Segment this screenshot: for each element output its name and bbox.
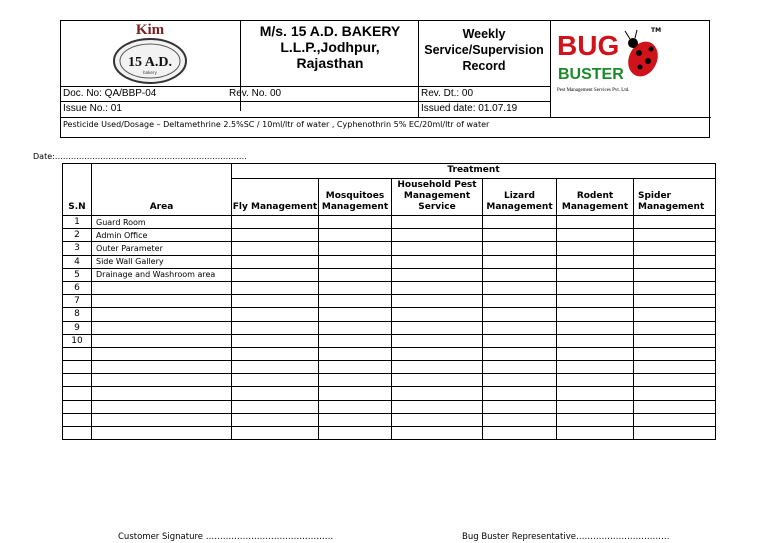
company-title: M/s. 15 A.D. BAKERY L.L.P.,Jodhpur, Rajasthan — [259, 23, 401, 71]
table-row — [63, 427, 716, 440]
treatment-cell[interactable] — [392, 413, 483, 426]
table-row — [63, 334, 716, 347]
row-area: Side Wall Gallery — [92, 255, 232, 268]
treatment-cell[interactable] — [232, 268, 319, 281]
treatment-cell[interactable] — [557, 308, 634, 321]
treatment-cell[interactable] — [483, 400, 557, 413]
treatment-cell[interactable] — [483, 216, 557, 229]
date-field[interactable]: Date:……………………………………………………………… — [33, 152, 247, 161]
treatment-header: Treatment — [232, 164, 716, 179]
column-header-lizard: Lizard Management — [483, 179, 557, 216]
row-area — [92, 400, 232, 413]
row-area: Guard Room — [92, 216, 232, 229]
bakery-logo-sub: bakery — [143, 70, 157, 75]
treatment-cell[interactable] — [232, 400, 319, 413]
row-sn — [63, 387, 92, 400]
row-area — [92, 387, 232, 400]
treatment-cell[interactable] — [634, 387, 716, 400]
treatment-cell[interactable] — [634, 281, 716, 294]
treatment-cell[interactable] — [557, 229, 634, 242]
row-area: Drainage and Washroom area — [92, 268, 232, 281]
row-area — [92, 427, 232, 440]
column-header-household-pest: Household Pest Management Service — [392, 179, 483, 216]
column-header-fly: Fly Management — [232, 179, 319, 216]
treatment-cell[interactable] — [392, 334, 483, 347]
treatment-cell[interactable] — [232, 255, 319, 268]
treatment-cell[interactable] — [483, 229, 557, 242]
table-row — [63, 387, 716, 400]
treatment-cell[interactable] — [392, 216, 483, 229]
treatment-cell[interactable] — [483, 334, 557, 347]
table-row — [63, 295, 716, 308]
treatment-cell[interactable] — [483, 361, 557, 374]
treatment-cell[interactable] — [557, 374, 634, 387]
treatment-cell[interactable] — [319, 361, 392, 374]
bakery-logo — [107, 21, 193, 85]
row-sn — [63, 361, 92, 374]
table-row — [63, 242, 716, 255]
treatment-cell[interactable] — [634, 347, 716, 360]
treatment-cell[interactable] — [483, 413, 557, 426]
treatment-cell[interactable] — [319, 255, 392, 268]
record-title: Weekly Service/Supervision Record — [424, 27, 544, 73]
row-sn — [63, 427, 92, 440]
treatment-cell[interactable] — [392, 268, 483, 281]
row-sn: 8 — [63, 308, 92, 321]
row-area — [92, 321, 232, 334]
bug-buster-brand-bottom: BUSTER — [558, 66, 624, 83]
row-sn: 6 — [63, 281, 92, 294]
treatment-cell[interactable] — [634, 427, 716, 440]
treatment-cell[interactable] — [557, 334, 634, 347]
treatment-cell[interactable] — [557, 413, 634, 426]
treatment-cell[interactable] — [392, 308, 483, 321]
row-sn — [63, 400, 92, 413]
treatment-cell[interactable] — [319, 347, 392, 360]
treatment-cell[interactable] — [392, 427, 483, 440]
bakery-logo-name: 15 A.D. — [128, 55, 172, 70]
trademark-mark: TM — [651, 27, 662, 34]
treatment-cell[interactable] — [319, 295, 392, 308]
treatment-cell[interactable] — [319, 400, 392, 413]
treatment-cell[interactable] — [319, 281, 392, 294]
column-header-mosquitoes: Mosquitoes Management — [319, 179, 392, 216]
treatment-cell[interactable] — [232, 321, 319, 334]
treatment-cell[interactable] — [557, 361, 634, 374]
treatment-cell[interactable] — [392, 229, 483, 242]
row-sn — [63, 413, 92, 426]
table-row — [63, 347, 716, 360]
treatment-cell[interactable] — [392, 295, 483, 308]
treatment-cell[interactable] — [232, 216, 319, 229]
treatment-cell[interactable] — [557, 427, 634, 440]
treatment-cell[interactable] — [483, 374, 557, 387]
row-sn: 9 — [63, 321, 92, 334]
treatment-cell[interactable] — [392, 281, 483, 294]
treatment-cell[interactable] — [634, 229, 716, 242]
row-area — [92, 308, 232, 321]
treatment-cell[interactable] — [392, 400, 483, 413]
treatment-cell[interactable] — [634, 216, 716, 229]
treatment-cell[interactable] — [319, 268, 392, 281]
row-area — [92, 295, 232, 308]
row-area — [92, 361, 232, 374]
table-row — [63, 255, 716, 268]
treatment-cell[interactable] — [232, 427, 319, 440]
treatment-cell[interactable] — [319, 387, 392, 400]
treatment-cell[interactable] — [557, 321, 634, 334]
treatment-cell[interactable] — [232, 347, 319, 360]
treatment-cell[interactable] — [319, 242, 392, 255]
treatment-cell[interactable] — [557, 387, 634, 400]
revision-number: Rev. No. 00 — [229, 88, 282, 99]
treatment-cell[interactable] — [392, 321, 483, 334]
table-row — [63, 374, 716, 387]
column-header-area: Area — [92, 164, 232, 216]
treatment-cell[interactable] — [557, 268, 634, 281]
treatment-cell[interactable] — [634, 413, 716, 426]
row-sn: 4 — [63, 255, 92, 268]
treatment-cell[interactable] — [634, 242, 716, 255]
column-header-rodent: Rodent Management — [557, 179, 634, 216]
row-area — [92, 347, 232, 360]
row-sn — [63, 347, 92, 360]
treatment-cell[interactable] — [557, 347, 634, 360]
table-row — [63, 216, 716, 229]
representative-signature: Bug Buster Representative…………………………… — [462, 532, 670, 542]
treatment-cell[interactable] — [232, 361, 319, 374]
customer-signature: Customer Signature ……………………………………… — [118, 532, 334, 542]
bakery-logo-brand: Kim — [135, 22, 165, 38]
column-header-sn: S.N — [63, 164, 92, 216]
treatment-cell[interactable] — [392, 387, 483, 400]
treatment-cell[interactable] — [319, 374, 392, 387]
treatment-cell[interactable] — [232, 229, 319, 242]
bug-buster-logo — [555, 23, 665, 95]
treatment-cell[interactable] — [319, 413, 392, 426]
treatment-cell[interactable] — [232, 334, 319, 347]
treatment-cell[interactable] — [232, 295, 319, 308]
table-row — [63, 400, 716, 413]
ladybug-icon — [623, 30, 664, 81]
row-area — [92, 413, 232, 426]
treatment-cell[interactable] — [634, 321, 716, 334]
treatment-cell[interactable] — [483, 308, 557, 321]
treatment-cell[interactable] — [232, 374, 319, 387]
treatment-cell[interactable] — [483, 281, 557, 294]
row-area: Admin Office — [92, 229, 232, 242]
treatment-cell[interactable] — [634, 374, 716, 387]
treatment-cell[interactable] — [557, 242, 634, 255]
treatment-cell[interactable] — [483, 295, 557, 308]
treatment-cell[interactable] — [557, 216, 634, 229]
issued-date: Issued date: 01.07.19 — [421, 103, 518, 114]
treatment-cell[interactable] — [232, 387, 319, 400]
row-area: Outer Parameter — [92, 242, 232, 255]
treatment-table — [62, 163, 716, 440]
table-row — [63, 413, 716, 426]
document-header — [60, 20, 710, 138]
treatment-cell[interactable] — [319, 308, 392, 321]
treatment-cell[interactable] — [557, 281, 634, 294]
row-sn: 2 — [63, 229, 92, 242]
treatment-cell[interactable] — [483, 255, 557, 268]
treatment-cell[interactable] — [392, 361, 483, 374]
row-area — [92, 374, 232, 387]
treatment-cell[interactable] — [483, 427, 557, 440]
row-sn: 1 — [63, 216, 92, 229]
treatment-cell[interactable] — [392, 347, 483, 360]
treatment-cell[interactable] — [319, 427, 392, 440]
treatment-cell[interactable] — [634, 361, 716, 374]
bug-buster-brand-top: BUG — [557, 30, 620, 61]
treatment-cell[interactable] — [232, 308, 319, 321]
table-row — [63, 321, 716, 334]
issue-number: Issue No.: 01 — [63, 103, 122, 114]
treatment-cell[interactable] — [483, 242, 557, 255]
treatment-cell[interactable] — [634, 268, 716, 281]
table-row — [63, 308, 716, 321]
treatment-cell[interactable] — [319, 229, 392, 242]
treatment-cell[interactable] — [483, 387, 557, 400]
row-sn: 7 — [63, 295, 92, 308]
treatment-cell[interactable] — [634, 255, 716, 268]
treatment-cell[interactable] — [392, 242, 483, 255]
row-sn: 5 — [63, 268, 92, 281]
treatment-cell[interactable] — [557, 255, 634, 268]
treatment-cell[interactable] — [557, 400, 634, 413]
treatment-cell[interactable] — [319, 216, 392, 229]
treatment-cell[interactable] — [634, 334, 716, 347]
table-row — [63, 361, 716, 374]
row-sn — [63, 374, 92, 387]
treatment-cell[interactable] — [392, 374, 483, 387]
treatment-cell[interactable] — [319, 334, 392, 347]
row-area — [92, 281, 232, 294]
treatment-cell[interactable] — [634, 400, 716, 413]
table-row — [63, 268, 716, 281]
table-row — [63, 229, 716, 242]
revision-date: Rev. Dt.: 00 — [421, 88, 474, 99]
column-header-spider: Spider Management — [634, 179, 716, 216]
row-sn: 3 — [63, 242, 92, 255]
row-area — [92, 334, 232, 347]
treatment-cell[interactable] — [232, 242, 319, 255]
treatment-cell[interactable] — [483, 268, 557, 281]
treatment-cell[interactable] — [634, 295, 716, 308]
doc-number: Doc. No: QA/BBP-04 — [63, 88, 157, 99]
treatment-cell[interactable] — [232, 413, 319, 426]
treatment-cell[interactable] — [483, 347, 557, 360]
treatment-cell[interactable] — [483, 321, 557, 334]
treatment-cell[interactable] — [557, 295, 634, 308]
treatment-cell[interactable] — [634, 308, 716, 321]
bug-buster-tagline: Pest Management Services Pvt. Ltd. — [557, 88, 630, 93]
row-sn: 10 — [63, 334, 92, 347]
pesticide-dosage: Pesticide Used/Dosage – Deltamethrine 2.5%SC / 10ml/ltr of water , Cyphenothrin 5% EC/20ml/ltr of water — [63, 120, 490, 129]
treatment-cell[interactable] — [392, 255, 483, 268]
treatment-cell[interactable] — [319, 321, 392, 334]
treatment-cell[interactable] — [232, 281, 319, 294]
table-row — [63, 281, 716, 294]
